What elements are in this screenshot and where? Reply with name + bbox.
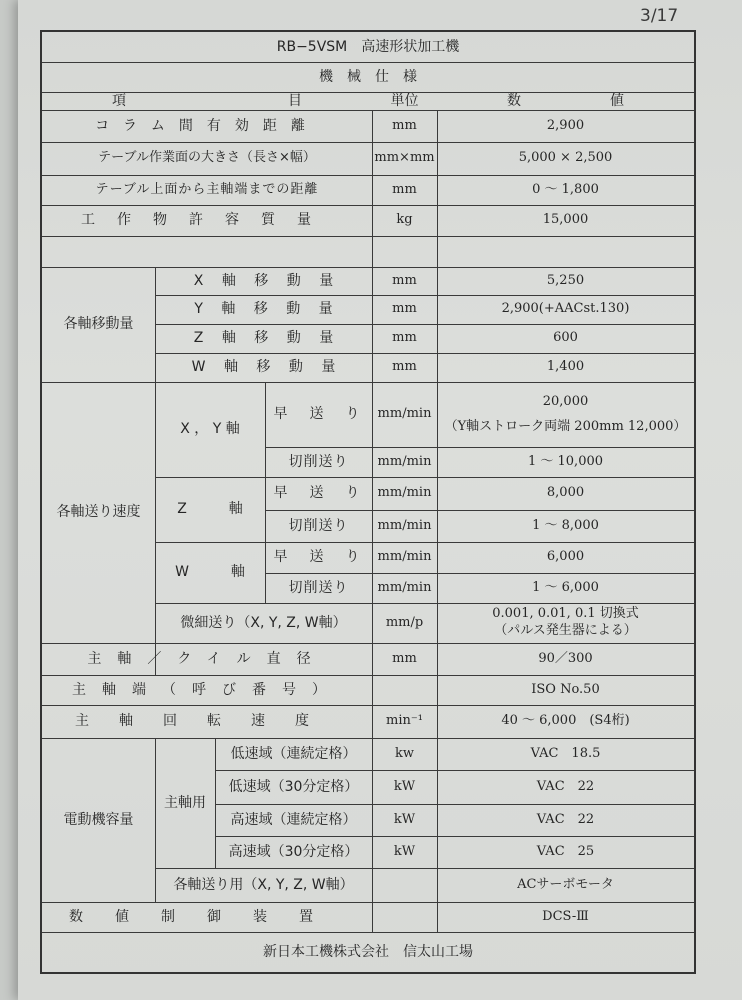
row-spindle-nose-label: 主軸端（呼び番号）: [72, 681, 342, 698]
row-column-span-unit: mm: [392, 117, 417, 133]
row-spindle-speed-unit: min⁻¹: [386, 713, 423, 729]
feed-xy-rapid-unit: mm/min: [377, 406, 432, 422]
feed-xy-rapid-value-2: （Y軸ストローク両端 200mm 12,000）: [444, 418, 687, 434]
row-table-spindle-label: テーブル上面から主軸端までの距離: [95, 181, 319, 197]
row-spindle-quill-value: 90／300: [538, 650, 593, 666]
feed-xy-cut-value: 1 ～ 10,000: [527, 453, 604, 469]
travel-z-unit: mm: [392, 330, 417, 346]
feed-w-rapid-unit: mm/min: [377, 549, 432, 565]
feed-xy-cut-label: 切削送り: [288, 453, 349, 470]
feed-w-axis-label: W 軸: [175, 564, 245, 581]
feed-w-rapid-label: 早 送 り: [273, 549, 364, 566]
feed-xy-rapid-value: [437, 382, 694, 447]
row-nc-label: 数値制御装置: [69, 908, 345, 925]
row-table-size-label: テーブル作業面の大きさ（長さ×幅）: [98, 150, 316, 166]
row-nc-value: DCS-Ⅲ: [542, 908, 589, 924]
feed-fine-label: 微細送り（X, Y, Z, W軸）: [180, 614, 347, 631]
feed-xy-rapid-label: 早 送 り: [273, 406, 364, 423]
travel-x-unit: mm: [392, 272, 417, 288]
feed-z-rapid-unit: mm/min: [377, 485, 432, 501]
feed-z-cut-value: 1 ～ 8,000: [532, 517, 599, 533]
row-spindle-nose-value: ISO No.50: [531, 681, 600, 697]
row-spindle-quill-unit: mm: [392, 650, 417, 666]
feed-xy-axis-label: X ， Y 軸: [180, 421, 240, 438]
header-item-right: 目: [288, 92, 302, 109]
motor-feed-label: 各軸送り用（X, Y, Z, W軸）: [173, 876, 354, 893]
motor-high-cont-unit: kW: [393, 811, 416, 827]
header-value: [437, 92, 694, 110]
motor-low-cont-unit: kw: [394, 745, 414, 761]
feed-z-cut-unit: mm/min: [377, 517, 432, 533]
feed-group-label: 各軸送り速度: [56, 504, 141, 521]
header-unit: 単位: [390, 92, 419, 109]
feed-z-rapid-label: 早 送 り: [273, 485, 364, 502]
header-item-left: 項: [112, 92, 126, 109]
motor-high-cont-label: 高速域（連続定格）: [230, 811, 357, 828]
motor-group-label: 電動機容量: [63, 811, 134, 828]
motor-feed-unit: [372, 868, 437, 902]
motor-low-cont-value: VAC 18.5: [530, 745, 601, 761]
row-table-spindle-value: 0 ～ 1,800: [532, 181, 599, 197]
motor-low-cont-label: 低速域（連続定格）: [230, 745, 357, 762]
motor-high-cont-value: VAC 22: [536, 811, 595, 827]
header-value-right: 値: [610, 92, 624, 109]
row-column-span-value: 2,900: [546, 117, 585, 133]
row-payload-unit: kg: [396, 212, 413, 228]
travel-w-unit: mm: [392, 359, 417, 375]
travel-x-value: 5,250: [546, 272, 585, 288]
motor-high-30-unit: kW: [393, 843, 416, 859]
motor-spindle-group-label: 主軸用: [164, 794, 206, 811]
motor-low-30-value: VAC 22: [536, 778, 595, 794]
feed-w-rapid-value: 6,000: [546, 549, 585, 565]
feed-z-rapid-value: 8,000: [546, 485, 585, 501]
row-payload-value: 15,000: [542, 212, 589, 228]
motor-low-30-unit: kW: [393, 778, 416, 794]
travel-w-label: W 軸 移 動 量: [191, 359, 336, 376]
travel-x-label: X 軸 移 動 量: [193, 272, 334, 289]
travel-group-label: 各軸移動量: [63, 316, 134, 333]
header-item: [42, 92, 372, 110]
row-table-size-value: 5,000 × 2,500: [518, 150, 613, 166]
feed-fine-value: [437, 603, 694, 643]
travel-y-label: Y 軸 移 動 量: [194, 301, 333, 318]
travel-y-value: 2,900(+AACst.130): [501, 301, 630, 317]
feed-fine-value-1: 0.001, 0.01, 0.1 切換式: [492, 606, 639, 622]
spec-sheet: [40, 30, 696, 974]
row-spindle-nose-unit: [372, 675, 437, 705]
row-spindle-speed-value: 40 ～ 6,000 (S4桁): [501, 713, 630, 729]
company-footer: 新日本工機株式会社 信太山工場: [263, 943, 473, 960]
motor-high-30-value: VAC 25: [536, 843, 595, 859]
feed-w-cut-label: 切削送り: [288, 579, 349, 596]
row-column-span-label: コラム間有効距離: [95, 117, 319, 134]
document-title: RB−5VSM 高速形状加工機: [276, 38, 460, 55]
page-number: 3/17: [640, 6, 679, 26]
motor-feed-value: ACサーボモータ: [517, 876, 614, 892]
feed-fine-unit: mm/p: [385, 614, 424, 630]
motor-low-30-label: 低速域（30分定格）: [228, 778, 359, 795]
feed-fine-value-2: （パルス発生器による）: [494, 623, 637, 638]
feed-z-axis-label: Z 軸: [177, 501, 243, 518]
feed-w-cut-unit: mm/min: [377, 579, 432, 595]
travel-z-value: 600: [553, 330, 578, 346]
row-table-size-unit: mm×mm: [374, 150, 435, 166]
feed-w-cut-value: 1 ～ 6,000: [532, 579, 599, 595]
travel-z-label: Z 軸 移 動 量: [193, 330, 334, 347]
feed-xy-cut-unit: mm/min: [377, 453, 432, 469]
section-title: 機 械 仕 様: [319, 68, 417, 85]
motor-high-30-label: 高速域（30分定格）: [228, 843, 359, 860]
row-table-spindle-unit: mm: [392, 181, 417, 197]
header-value-left: 数: [507, 92, 521, 109]
row-spindle-quill-label: 主軸／クイル直径: [87, 650, 327, 667]
travel-w-value: 1,400: [546, 359, 585, 375]
travel-y-unit: mm: [392, 301, 417, 317]
feed-z-cut-label: 切削送り: [288, 517, 349, 534]
row-nc-unit: [372, 902, 437, 932]
feed-xy-rapid-value-1: 20,000: [542, 393, 589, 409]
row-spindle-speed-label: 主軸回転速度: [75, 713, 339, 730]
row-payload-label: 工作物許容質量: [81, 212, 333, 229]
